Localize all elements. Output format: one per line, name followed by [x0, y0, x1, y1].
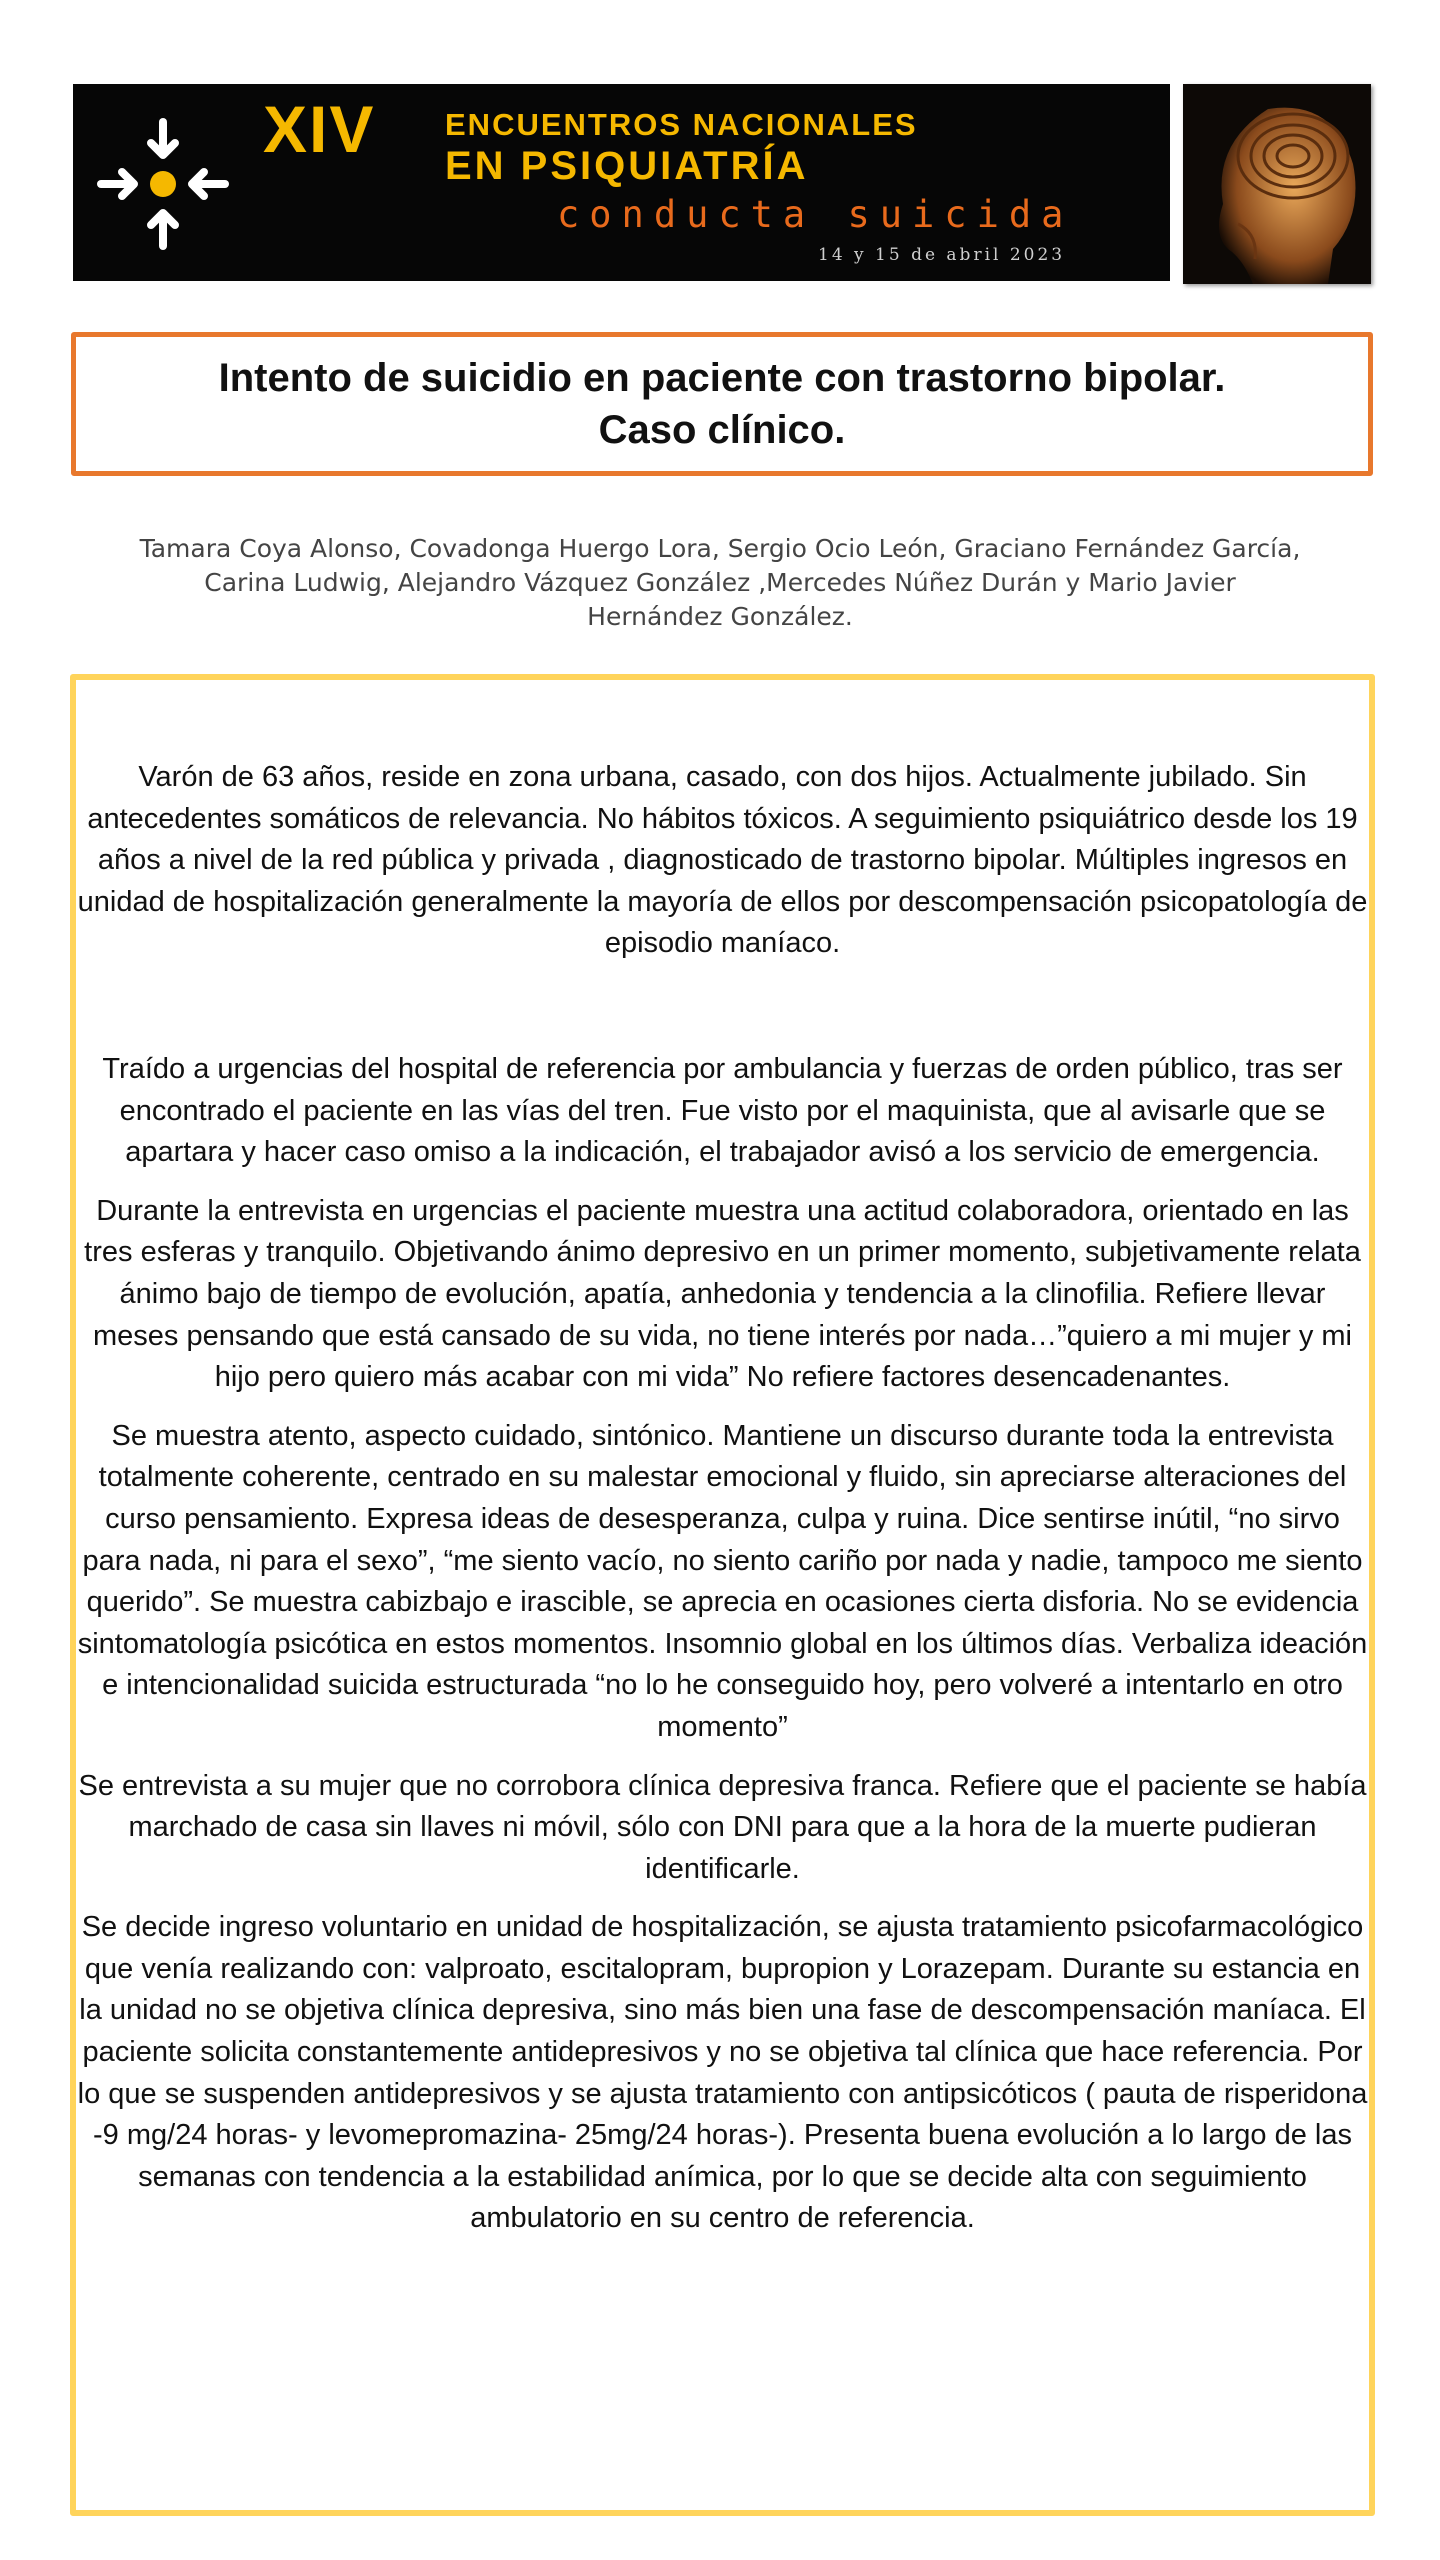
banner-title-line1: ENCUENTROS NACIONALES [445, 107, 918, 142]
banner-dates: 14 y 15 de abril 2023 [818, 245, 1066, 265]
edition-number: XIV [263, 92, 376, 166]
banner-subtitle: conducta suicida [557, 193, 1074, 236]
authors-line1: Tamara Coya Alonso, Covadonga Huergo Lora, Sergio Ocio León, Graciano Fernández García, [139, 534, 1301, 563]
paragraph-exam: Se muestra atento, aspecto cuidado, sintónico. Mantiene un discurso durante toda la entrevista totalmente coherente, centrado en su malestar emocional y fluido, sin apreciarse alteraciones del curso pensamiento. Expresa ideas de desesperanza, culpa y ruina. Dice sentirse inútil, “no sirvo para nada, ni para el sexo”, “me siento vacío, no siento cariño por nada y nadie, tampoco me siento querido”. Se muestra cabizbajo e irascible, se aprecia en ocasiones cierta disforia. No se evidencia sintomatología psicótica en estos momentos. Insomnio global en los últimos días. Verbaliza ideación e intencionalidad suicida estructurada “no lo he conseguido hoy, pero volveré a intentarlo en otro momento” [77, 1419, 1368, 1743]
poster-title-box [71, 332, 1373, 476]
poster-title [219, 352, 1226, 456]
compass-arrows-icon [93, 114, 233, 254]
maze-head-image [1183, 84, 1371, 284]
paragraph-arrival: Traído a urgencias del hospital de referencia por ambulancia y fuerzas de orden público, tras ser encontrado el paciente en las vías del tren. Fue visto por el maquinista, que al avisarle que se apartara y hacer caso omiso a la indicación, el trabajador avisó a los servicio de emergencia. [102, 1053, 1343, 1169]
conference-banner [73, 84, 1170, 281]
paragraph-interview: Durante la entrevista en urgencias el paciente muestra una actitud colaboradora, orientado en las tres esferas y tranquilo. Objetivando ánimo depresivo en un primer momento, subjetivamente relata ánimo bajo de tiempo de evolución, apatía, anhedonia y tendencia a la clinofilia. Refiere llevar meses pensando que está cansado de su vida, no tiene interés por nada…”quiero a mi mujer y mi hijo pero quiero más acabar con mi vida” No refiere factores desencadenantes. [84, 1194, 1361, 1394]
case-details [76, 1049, 1369, 2257]
authors [90, 532, 1350, 634]
case-history [76, 757, 1369, 982]
paragraph-history: Varón de 63 años, reside en zona urbana, casado, con dos hijos. Actualmente jubilado. Sin antecedentes somáticos de relevancia. No hábitos tóxicos. A seguimiento psiquiátrico desde los 19 años a nivel de la red pública y privada , diagnosticado de trastorno bipolar. Múltiples ingresos en unidad de hospitalización generalmente la mayoría de ellos por descompensación psicopatología de episodio maníaco. [77, 761, 1368, 960]
title-line2: Caso clínico. [598, 408, 846, 452]
paragraph-treatment: Se decide ingreso voluntario en unidad de hospitalización, se ajusta tratamiento psicofarmacológico que venía realizando con: valproato, escitalopram, bupropion y Lorazepam. Durante su estancia en la unidad no se objetiva clínica depresiva, sino más bien una fase de descompensación maníaca. El paciente solicita constantemente antidepresivos y no se objetiva tal clínica que hace referencia. Por lo que se suspenden antidepresivos y se ajusta tratamiento con antipsicóticos ( pauta de risperidona -9 mg/24 horas- y levomepromazina- 25mg/24 horas-). Presenta buena evolución a lo largo de las semanas con tendencia a la estabilidad anímica, por lo que se decide alta con seguimiento ambulatorio en su centro de referencia. [77, 1911, 1368, 2235]
authors-line3: Hernández González. [587, 602, 853, 631]
authors-line2: Carina Ludwig, Alejandro Vázquez González ,Mercedes Núñez Durán y Mario Javier [204, 568, 1236, 597]
banner-title-line2: EN PSIQUIATRÍA [445, 144, 809, 188]
title-line1: Intento de suicidio en paciente con trastorno bipolar. [218, 356, 1226, 400]
paragraph-wife-interview: Se entrevista a su mujer que no corrobora clínica depresiva franca. Refiere que el paciente se había marchado de casa sin llaves ni móvil, sólo con DNI para que a la hora de la muerte pudieran identificarle. [78, 1769, 1367, 1885]
